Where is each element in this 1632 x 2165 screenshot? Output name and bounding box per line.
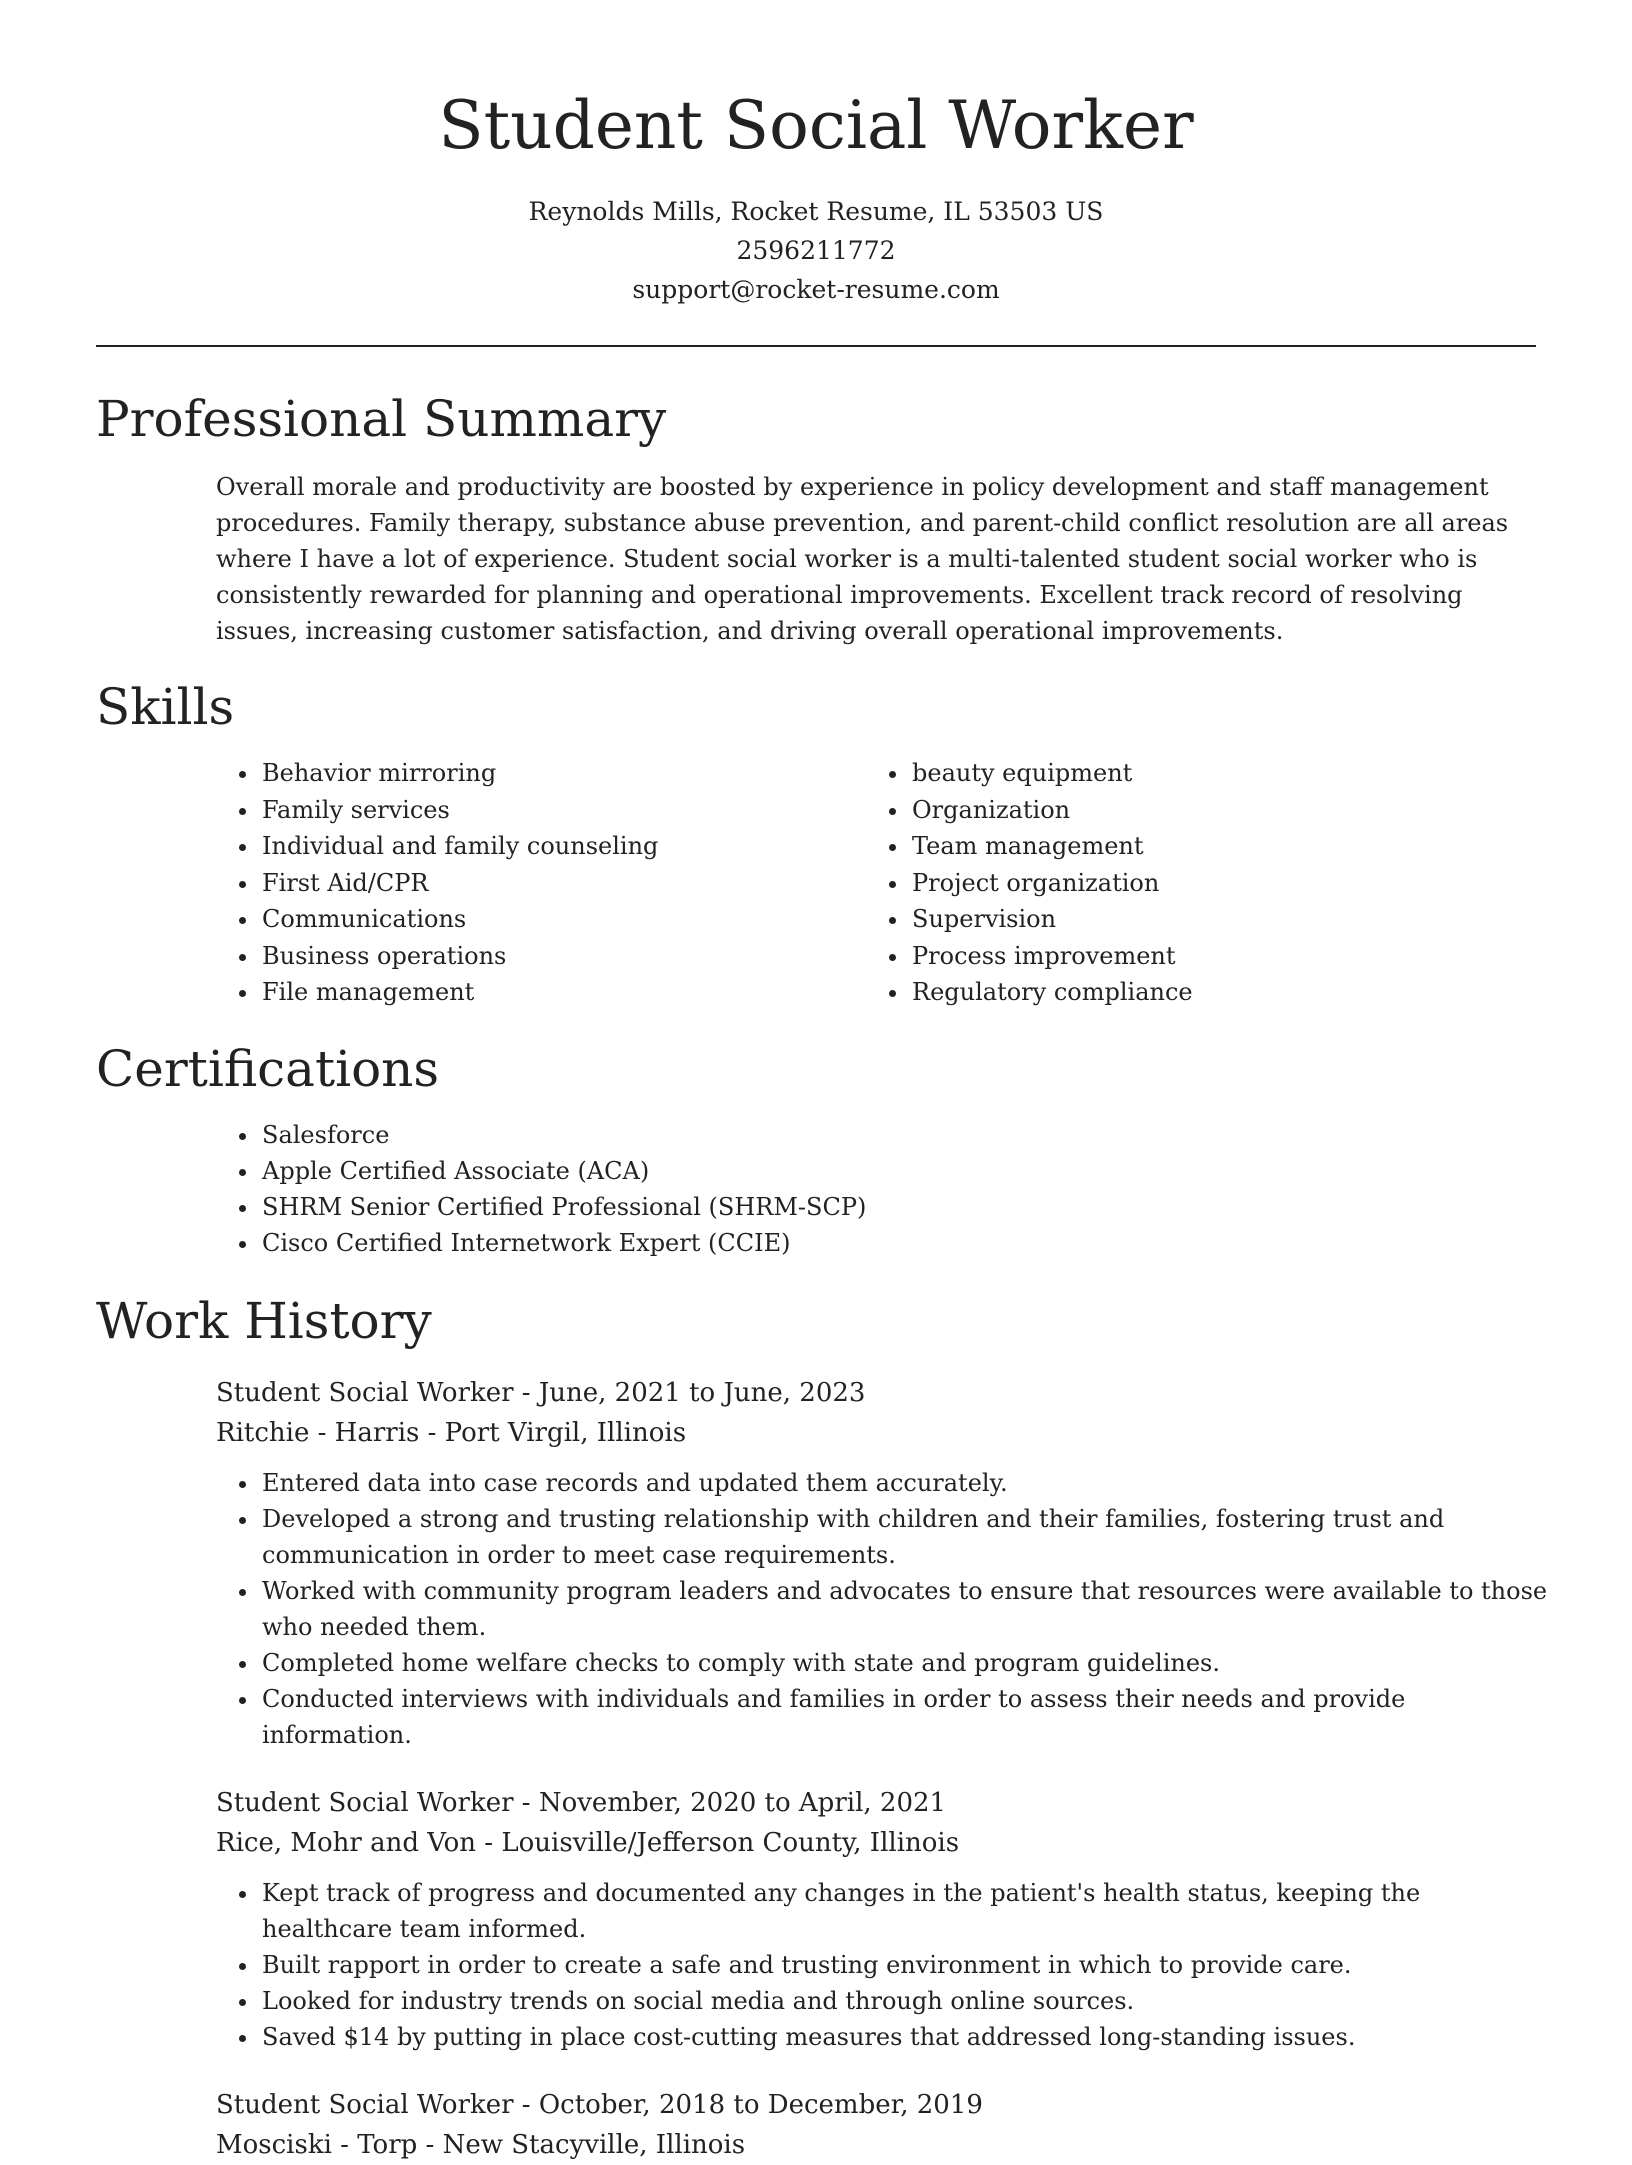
skill-item: • Communications (260, 901, 866, 938)
job-duty-item: • Looked for industry trends on social media and through online sources. (260, 1983, 1550, 2019)
skill-item: • Project organization (910, 865, 1510, 902)
certification-item: • Cisco Certified Internetwork Expert (CCIE) (260, 1225, 1536, 1261)
skill-item: • Team management (910, 828, 1510, 865)
resume-page (96, 0, 1548, 2165)
job-duty-item: • Conducted interviews with individuals and families in order to assess their needs and provide information. (260, 1681, 1550, 1753)
skill-item: • Organization (910, 792, 1510, 829)
job-company-location: Mosciski - Torp - New Stacyville, Illinois (216, 2129, 746, 2160)
job-duty-item: • Kept track of progress and documented any changes in the patient's health status, keeping the healthcare team informed. (260, 1875, 1550, 1947)
resume-header (96, 0, 1536, 309)
skill-item: • First Aid/CPR (260, 865, 866, 902)
header-divider (96, 345, 1536, 347)
job-company-location: Rice, Mohr and Von - Louisville/Jefferson County, Illinois (216, 1827, 960, 1858)
job-role-dates: Student Social Worker - November, 2020 to April, 2021 (216, 1787, 947, 1818)
email: support@rocket-resume.com (632, 275, 1000, 304)
job-duty-item: • Completed home welfare checks to comply with state and program guidelines. (260, 1645, 1550, 1681)
skill-item: • beauty equipment (910, 755, 1510, 792)
candidate-name: Student Social Worker (438, 87, 1194, 164)
job-entry (216, 2085, 1536, 2165)
skills-right-list (866, 755, 1510, 1011)
certification-item: • Apple Certified Associate (ACA) (260, 1153, 1536, 1189)
job-role-dates: Student Social Worker - June, 2021 to June, 2023 (216, 1377, 866, 1408)
skill-item: • Individual and family counseling (260, 828, 866, 865)
job-duty-item: • Worked with community program leaders and advocates to ensure that resources were available to those who needed them. (260, 1573, 1550, 1645)
skills-columns (216, 755, 1536, 1011)
certification-item: • Salesforce (260, 1117, 1536, 1153)
skill-item: • Business operations (260, 938, 866, 975)
job-duty-item: • Built rapport in order to create a safe and trusting environment in which to provide care. (260, 1947, 1550, 1983)
skill-item: • File management (260, 974, 866, 1011)
skills-left-list (216, 755, 866, 1011)
job-duty-item: • Saved $14 by putting in place cost-cutting measures that addressed long-standing issues. (260, 2019, 1550, 2055)
job-entry (216, 1783, 1536, 2055)
job-entry (216, 1373, 1548, 1753)
work-history-heading: Work History (96, 1291, 432, 1350)
contact-block (96, 192, 1536, 309)
summary-heading: Professional Summary (96, 390, 667, 448)
skill-item: • Supervision (910, 901, 1510, 938)
skill-item: • Process improvement (910, 938, 1510, 975)
skill-item: • Regulatory compliance (910, 974, 1510, 1011)
certifications-heading: Certifications (96, 1039, 440, 1098)
job-duties-list (216, 1465, 1550, 1753)
skill-item: • Family services (260, 792, 866, 829)
phone: 2596211772 (736, 236, 896, 265)
job-duty-item: • Entered data into case records and updated them accurately. (260, 1465, 1550, 1501)
job-duty-item: • Developed a strong and trusting relationship with children and their families, fostering trust and communication in order to meet case requirements. (260, 1501, 1550, 1573)
job-company-location: Ritchie - Harris - Port Virgil, Illinois (216, 1417, 687, 1448)
certifications-list (216, 1117, 1536, 1261)
skill-item: • Behavior mirroring (260, 755, 866, 792)
address: Reynolds Mills, Rocket Resume, IL 53503 US (528, 197, 1104, 226)
certification-item: • SHRM Senior Certified Professional (SHRM-SCP) (260, 1189, 1536, 1225)
skills-heading: Skills (96, 678, 235, 736)
job-role-dates: Student Social Worker - October, 2018 to December, 2019 (216, 2089, 983, 2120)
job-duties-list (216, 1875, 1550, 2055)
summary-text: Overall morale and productivity are boosted by experience in policy development and staff management procedures. Family therapy, substance abuse prevention, and parent-child conflict resolution are all areas where I have a lot of experience. Student social worker is a multi-talented student social worker who is consistently rewarded for planning and operational improvements. Excellent track record of resolving issues, increasing customer satisfaction, and driving overall operational improvements. (216, 473, 1509, 645)
